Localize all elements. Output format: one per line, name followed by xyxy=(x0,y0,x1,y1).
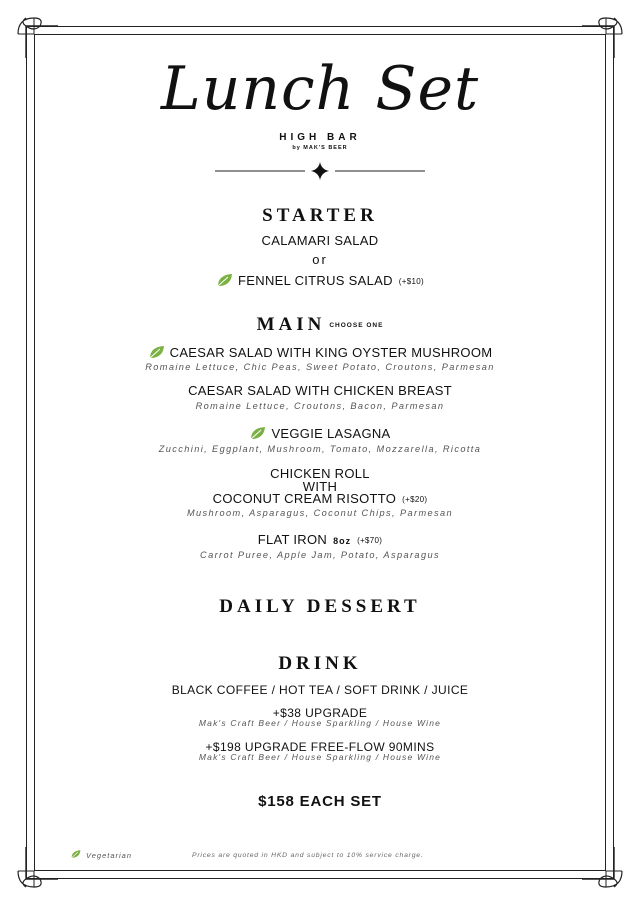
starter-heading: STARTER xyxy=(262,205,378,226)
starter-option-fennel-price: (+$10) xyxy=(398,277,424,286)
starter-option-fennel xyxy=(0,272,640,288)
drink-upgrade-198: +$198 UPGRADE FREE-FLOW 90MINS xyxy=(205,740,435,754)
main-item-chicken-roll-with: WITH xyxy=(302,479,338,494)
main-heading xyxy=(0,314,640,336)
starter-option-calamari: CALAMARI SALAD xyxy=(261,233,379,248)
main-item-unit: 8oz xyxy=(333,536,352,546)
main-item-name: VEGGIE LASAGNA xyxy=(271,426,391,441)
main-item-desc: Zucchini, Eggplant, Mushroom, Tomato, Mozzarella, Ricotta xyxy=(158,444,482,454)
star-divider-icon xyxy=(215,162,425,180)
drink-upgrade-198-desc: Mak's Craft Beer / House Sparkling / House Wine xyxy=(198,752,442,762)
brand-subtitle: by MAK'S BEER xyxy=(292,145,348,151)
vegetarian-leaf-icon xyxy=(249,425,267,441)
main-item-desc: Carrot Puree, Apple Jam, Potato, Asparagus xyxy=(200,550,440,560)
vegetarian-legend-label: Vegetarian xyxy=(86,851,132,860)
main-item-caesar-mushroom xyxy=(0,344,640,360)
drink-heading: DRINK xyxy=(278,653,362,674)
main-item-price: (+$20) xyxy=(402,495,428,504)
drink-upgrade-38-desc: Mak's Craft Beer / House Sparkling / House Wine xyxy=(198,718,442,728)
vegetarian-leaf-icon xyxy=(70,849,82,859)
brand-name: HIGH BAR xyxy=(279,132,361,143)
main-item-name: FLAT IRON xyxy=(257,532,328,547)
corner-ornament-icon xyxy=(14,845,60,891)
main-item-price: (+$70) xyxy=(357,536,383,545)
main-item-flat-iron xyxy=(0,532,640,547)
main-item-coconut-risotto xyxy=(0,491,640,506)
vegetarian-leaf-icon xyxy=(148,344,166,360)
drink-upgrade-38: +$38 UPGRADE xyxy=(272,706,368,720)
dessert-heading: DAILY DESSERT xyxy=(219,596,421,617)
starter-option-fennel-label: FENNEL CITRUS SALAD xyxy=(238,273,393,288)
vegetarian-leaf-icon xyxy=(216,272,234,288)
main-item-caesar-chicken: CAESAR SALAD WITH CHICKEN BREAST xyxy=(188,383,452,398)
starter-or: or xyxy=(312,252,328,267)
main-item-veggie-lasagna xyxy=(0,425,640,441)
main-item-desc: Romaine Lettuce, Chic Peas, Sweet Potato, Croutons, Parmesan xyxy=(145,362,495,372)
vegetarian-legend xyxy=(70,849,132,860)
price-note: Prices are quoted in HKD and subject to 10% service charge. xyxy=(192,852,424,859)
main-item-desc: Romaine Lettuce, Croutons, Bacon, Parmesan xyxy=(195,401,445,411)
main-item-desc: Mushroom, Asparagus, Coconut Chips, Parmesan xyxy=(186,508,454,518)
main-heading-label: MAIN xyxy=(256,314,326,335)
main-item-name: CAESAR SALAD WITH KING OYSTER MUSHROOM xyxy=(169,345,493,360)
main-item-chicken-roll: CHICKEN ROLL xyxy=(270,466,370,481)
menu-title: Lunch Set xyxy=(160,54,480,124)
main-choose-one: CHOOSE ONE xyxy=(329,322,384,330)
main-item-name: COCONUT CREAM RISOTTO xyxy=(212,491,397,506)
set-price: $158 EACH SET xyxy=(258,793,382,810)
drink-options: BLACK COFFEE / HOT TEA / SOFT DRINK / JUICE xyxy=(171,683,469,697)
corner-ornament-icon xyxy=(580,845,626,891)
